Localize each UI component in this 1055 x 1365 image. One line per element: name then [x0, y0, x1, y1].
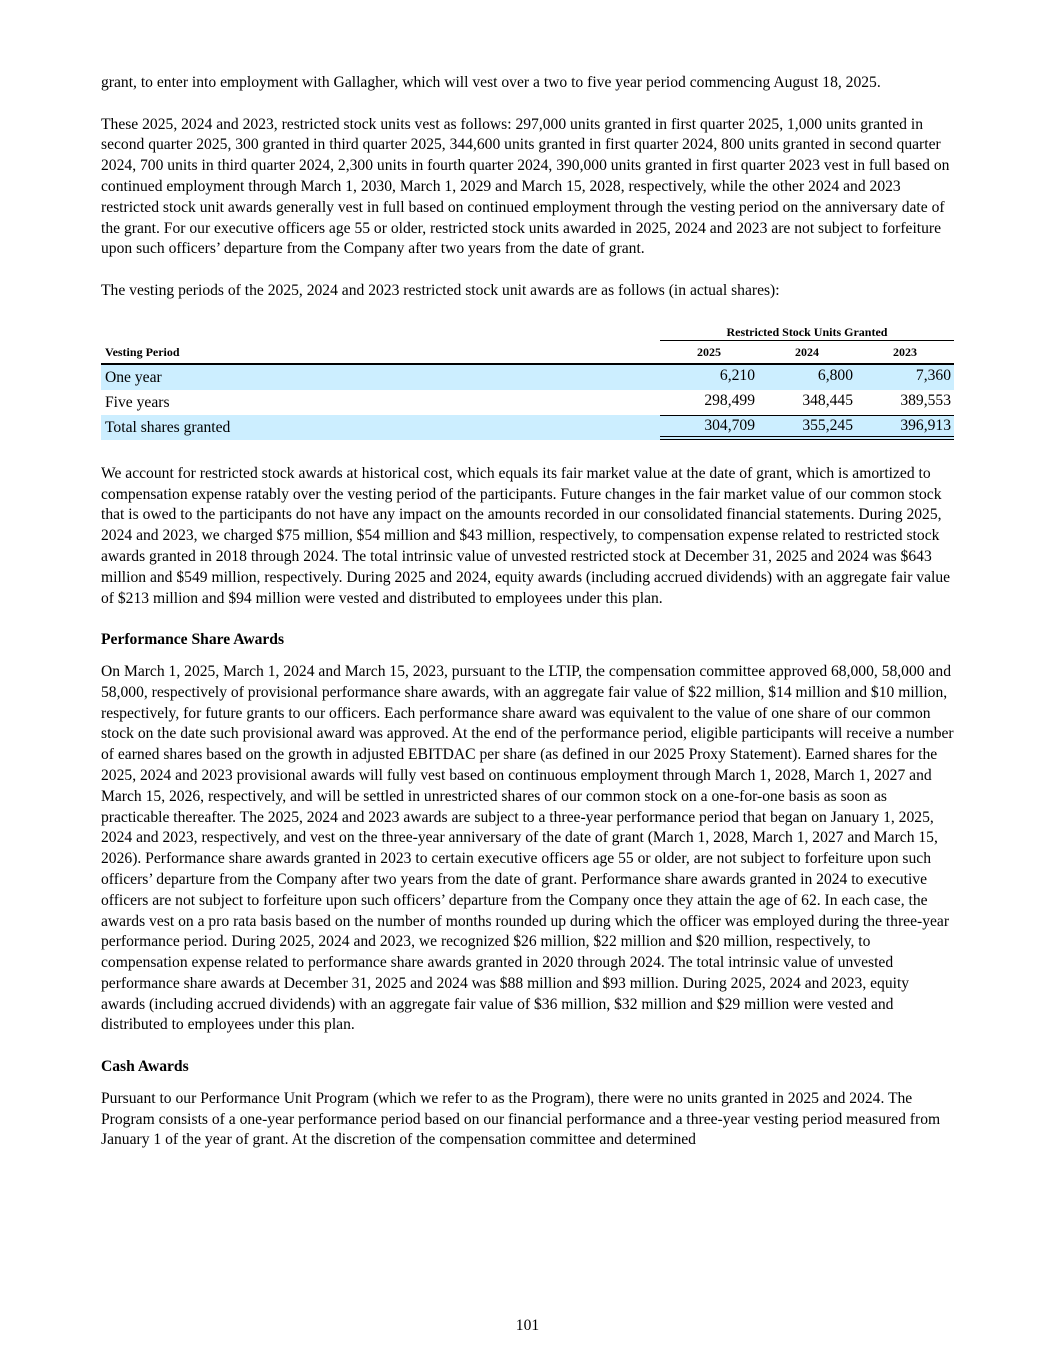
- column-header-2025: 2025: [697, 344, 721, 359]
- cell-value: 298,499: [704, 391, 755, 409]
- cell-value: 7,360: [915, 366, 951, 384]
- cell-value: 6,800: [817, 366, 853, 384]
- column-header-vesting-period: Vesting Period: [105, 344, 180, 359]
- cell-value: 355,245: [758, 415, 856, 440]
- row-label: One year: [105, 368, 162, 386]
- paragraph-rsu-vesting: These 2025, 2024 and 2023, restricted stock units vest as follows: 297,000 units granted in first quarter 2025, 1,000 units granted in second quarter 2025, 300 granted in third quarter 2025, 344,600 units granted in first quarter 2024, 800 units granted in second quarter 2024, 700 units in third quarter 2024, 2,300 units in fourth quarter 2024, 390,000 units granted in first quarter 2023 vest in full based on continued employment through March 1, 2030, March 1, 2029 and March 15, 2028, respectively, while the other 2024 and 2023 restricted stock unit awards generally vest in full based on continued employment through the vesting period on the anniversary date of the grant. For our executive officers age 55 or older, restricted stock units awarded in 2025, 2024 and 2023 are not subject to forfeiture upon such officers’ departure from the Company after two years from the date of grant.: [101, 115, 950, 258]
- table-row: [101, 365, 954, 390]
- column-header-2023: 2023: [893, 344, 917, 359]
- row-label: Five years: [105, 393, 170, 411]
- heading-cash-awards: Cash Awards: [101, 1058, 189, 1076]
- row-label: Total shares granted: [105, 418, 231, 436]
- document-page: [101, 73, 956, 1151]
- paragraph-restricted-stock-accounting: We account for restricted stock awards at historical cost, which equals its fair market value at the date of grant, which is amortized to compensation expense ratably over the vesting period of the participants. Future changes in the fair market value of our common stock that is owed to the participants do not have any impact on the amounts recorded in our consolidated financial statements. During 2025, 2024 and 2023, we charged $75 million, $54 million and $43 million, respectively, to compensation expense related to restricted stock awards granted in 2018 through 2024. The total intrinsic value of unvested restricted stock at December 31, 2025 and 2024 was $643 million and $549 million, respectively. During 2025 and 2024, equity awards (including accrued dividends) with an aggregate fair value of $213 million and $94 million were vested and distributed to employees under this plan.: [101, 464, 951, 607]
- cell-value: 396,913: [856, 415, 954, 440]
- rsu-vesting-table: [101, 324, 954, 440]
- cell-value: 304,709: [660, 415, 758, 440]
- table-header-row: [101, 341, 954, 365]
- paragraph-table-intro: The vesting periods of the 2025, 2024 and 2023 restricted stock unit awards are as follows (in actual shares):: [101, 281, 780, 299]
- heading-performance-share-awards: Performance Share Awards: [101, 631, 285, 649]
- table-group-header: Restricted Stock Units Granted: [660, 324, 954, 341]
- table-row: [101, 390, 954, 415]
- cell-value: 6,210: [719, 366, 755, 384]
- table-row-total: [101, 415, 954, 440]
- paragraph-continuation: grant, to enter into employment with Gallagher, which will vest over a two to five year period commencing August 18, 2025.: [101, 74, 881, 91]
- page-number: 101: [515, 1317, 540, 1334]
- cell-value: 348,445: [802, 391, 853, 409]
- paragraph-performance-share-awards: On March 1, 2025, March 1, 2024 and March 15, 2023, pursuant to the LTIP, the compensation committee approved 68,000, 58,000 and 58,000, respectively of provisional performance share awards, with an aggregate fair value of $22 million, $14 million and $10 million, respectively, for future grants to our officers. Each performance share award was equivalent to the value of one share of our common stock on the date such provisional award was approved. At the end of the performance period, eligible participants will receive a number of earned shares based on the growth in adjusted EBITDAC per share (as defined in our 2025 Proxy Statement). Earned shares for the 2025, 2024 and 2023 provisional awards will fully vest based on continuous employment through March 1, 2028, March 1, 2027 and March 15, 2026, respectively, and will be settled in unrestricted shares of our common stock on a one-for-one basis as soon as practicable thereafter. The 2025, 2024 and 2023 awards are subject to a three-year performance period that began on January 1, 2025, 2024 and 2023, respectively, and vest on the three-year anniversary of the date of grant (March 1, 2028, March 1, 2027 and March 15, 2026). Performance share awards granted in 2023 to certain executive officers age 55 or older, are not subject to forfeiture upon such officers’ departure from the Company after two years from the date of grant. Performance share awards granted in 2024 to executive officers are not subject to forfeiture upon such officers’ departure from the Company once they attain the age of 62. In each case, the awards vest on a pro rata basis based on the number of months rounded up during which the officer was employed during the three-year performance period. During 2025, 2024 and 2023, we recognized $26 million, $22 million and $20 million, respectively, to compensation expense related to performance share awards granted in 2020 through 2024. The total intrinsic value of unvested performance share awards at December 31, 2025 and 2024 was $88 million and $93 million. During 2025, 2024 and 2023, equity awards (including accrued dividends) with an aggregate fair value of $36 million, $32 million and $29 million were vested and distributed to employees under this plan.: [101, 662, 954, 1034]
- paragraph-cash-awards: Pursuant to our Performance Unit Program (which we refer to as the Program), there were no units granted in 2025 and 2024. The Program consists of a one-year performance period based on our financial performance and a three-year vesting period measured from January 1 of the year of grant. At the discretion of the compensation committee and determined: [101, 1089, 941, 1149]
- cell-value: 389,553: [900, 391, 951, 409]
- table-group-header-row: [101, 324, 954, 341]
- column-header-2024: 2024: [795, 344, 819, 359]
